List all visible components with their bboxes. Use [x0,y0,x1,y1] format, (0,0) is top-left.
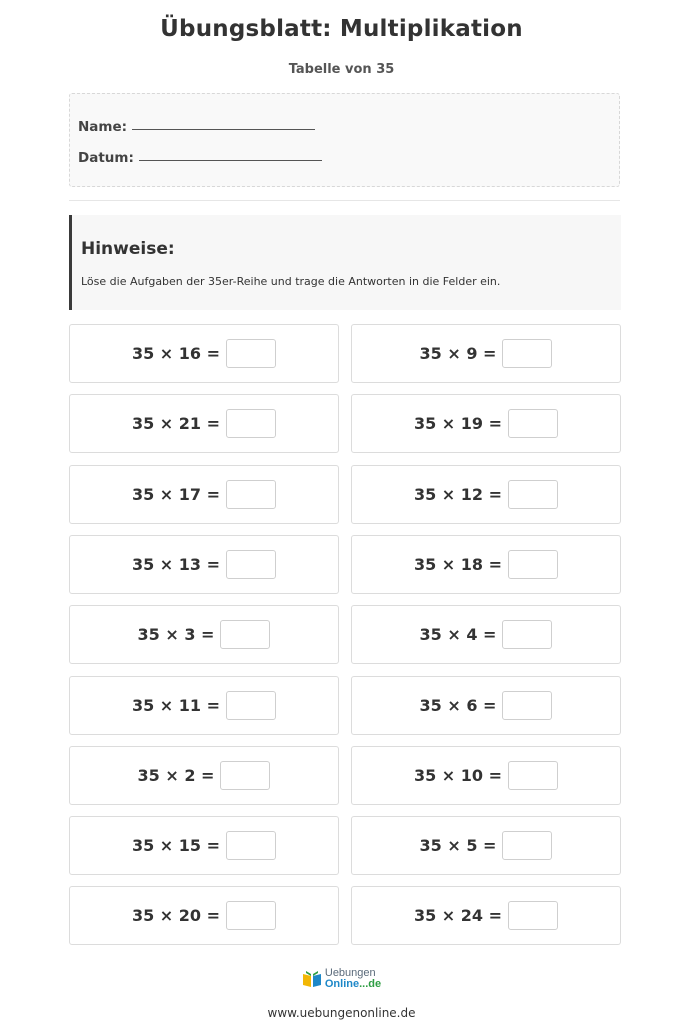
exercise-card [351,816,621,875]
exercise-expression: 35 × 13 = [131,555,221,574]
exercise-card [351,676,621,735]
exercise-card [69,324,339,383]
name-line [78,119,315,135]
exercise-card [69,816,339,875]
exercise-card [351,605,621,664]
date-line [78,150,322,166]
footer-url[interactable]: www.uebungenonline.de [267,1006,416,1020]
answer-field[interactable] [508,480,558,509]
answer-field[interactable] [226,339,276,368]
hints-box [69,215,621,310]
exercise-expression: 35 × 21 = [131,414,221,433]
exercise-card [69,676,339,735]
exercise-expression: 35 × 2 = [137,766,215,785]
exercise-expression: 35 × 15 = [131,836,221,855]
exercise-expression: 35 × 16 = [131,344,221,363]
exercise-expression: 35 × 20 = [131,906,221,925]
exercise-expression: 35 × 9 = [419,344,497,363]
answer-field[interactable] [508,550,558,579]
logo-line1: Uebungen [324,967,376,979]
exercise-card [351,746,621,805]
exercise-card [351,535,621,594]
open-book-icon [302,970,322,988]
exercise-expression: 35 × 5 = [419,836,497,855]
exercise-card [69,746,339,805]
name-blank[interactable] [132,128,315,130]
answer-field[interactable] [226,409,276,438]
answer-field[interactable] [220,620,270,649]
footer-logo [0,968,683,992]
exercise-card [69,394,339,453]
exercise-card [351,394,621,453]
exercise-card [69,605,339,664]
exercise-expression: 35 × 3 = [137,625,215,644]
exercise-expression: 35 × 19 = [413,414,503,433]
logo-suffix: ...de [359,978,382,990]
exercise-card [351,465,621,524]
answer-field[interactable] [226,480,276,509]
divider [69,200,620,201]
date-label: Datum: [78,150,134,166]
date-blank[interactable] [139,159,322,161]
answer-field[interactable] [502,339,552,368]
answer-field[interactable] [502,620,552,649]
answer-field[interactable] [220,761,270,790]
exercise-card [351,886,621,945]
answer-field[interactable] [226,550,276,579]
page-subtitle: Tabelle von 35 [288,62,395,77]
exercise-card [351,324,621,383]
name-label: Name: [78,119,128,135]
exercise-card [69,886,339,945]
page-title: Übungsblatt: Multiplikation [160,16,523,42]
exercise-card [69,465,339,524]
answer-field[interactable] [502,831,552,860]
answer-field[interactable] [226,831,276,860]
exercise-expression: 35 × 6 = [419,696,497,715]
logo-line2: Online [324,978,360,990]
answer-field[interactable] [502,691,552,720]
exercise-expression: 35 × 18 = [413,555,503,574]
exercise-expression: 35 × 12 = [413,485,503,504]
exercise-expression: 35 × 4 = [419,625,497,644]
student-info-box [69,93,620,187]
answer-field[interactable] [508,901,558,930]
exercise-expression: 35 × 11 = [131,696,221,715]
answer-field[interactable] [226,901,276,930]
exercise-expression: 35 × 17 = [131,485,221,504]
hints-text: Löse die Aufgaben der 35er-Reihe und trage die Antworten in die Felder ein. [81,275,501,288]
answer-field[interactable] [508,761,558,790]
answer-field[interactable] [508,409,558,438]
answer-field[interactable] [226,691,276,720]
exercise-card [69,535,339,594]
exercise-expression: 35 × 10 = [413,766,503,785]
hints-title: Hinweise: [81,239,175,259]
exercise-expression: 35 × 24 = [413,906,503,925]
